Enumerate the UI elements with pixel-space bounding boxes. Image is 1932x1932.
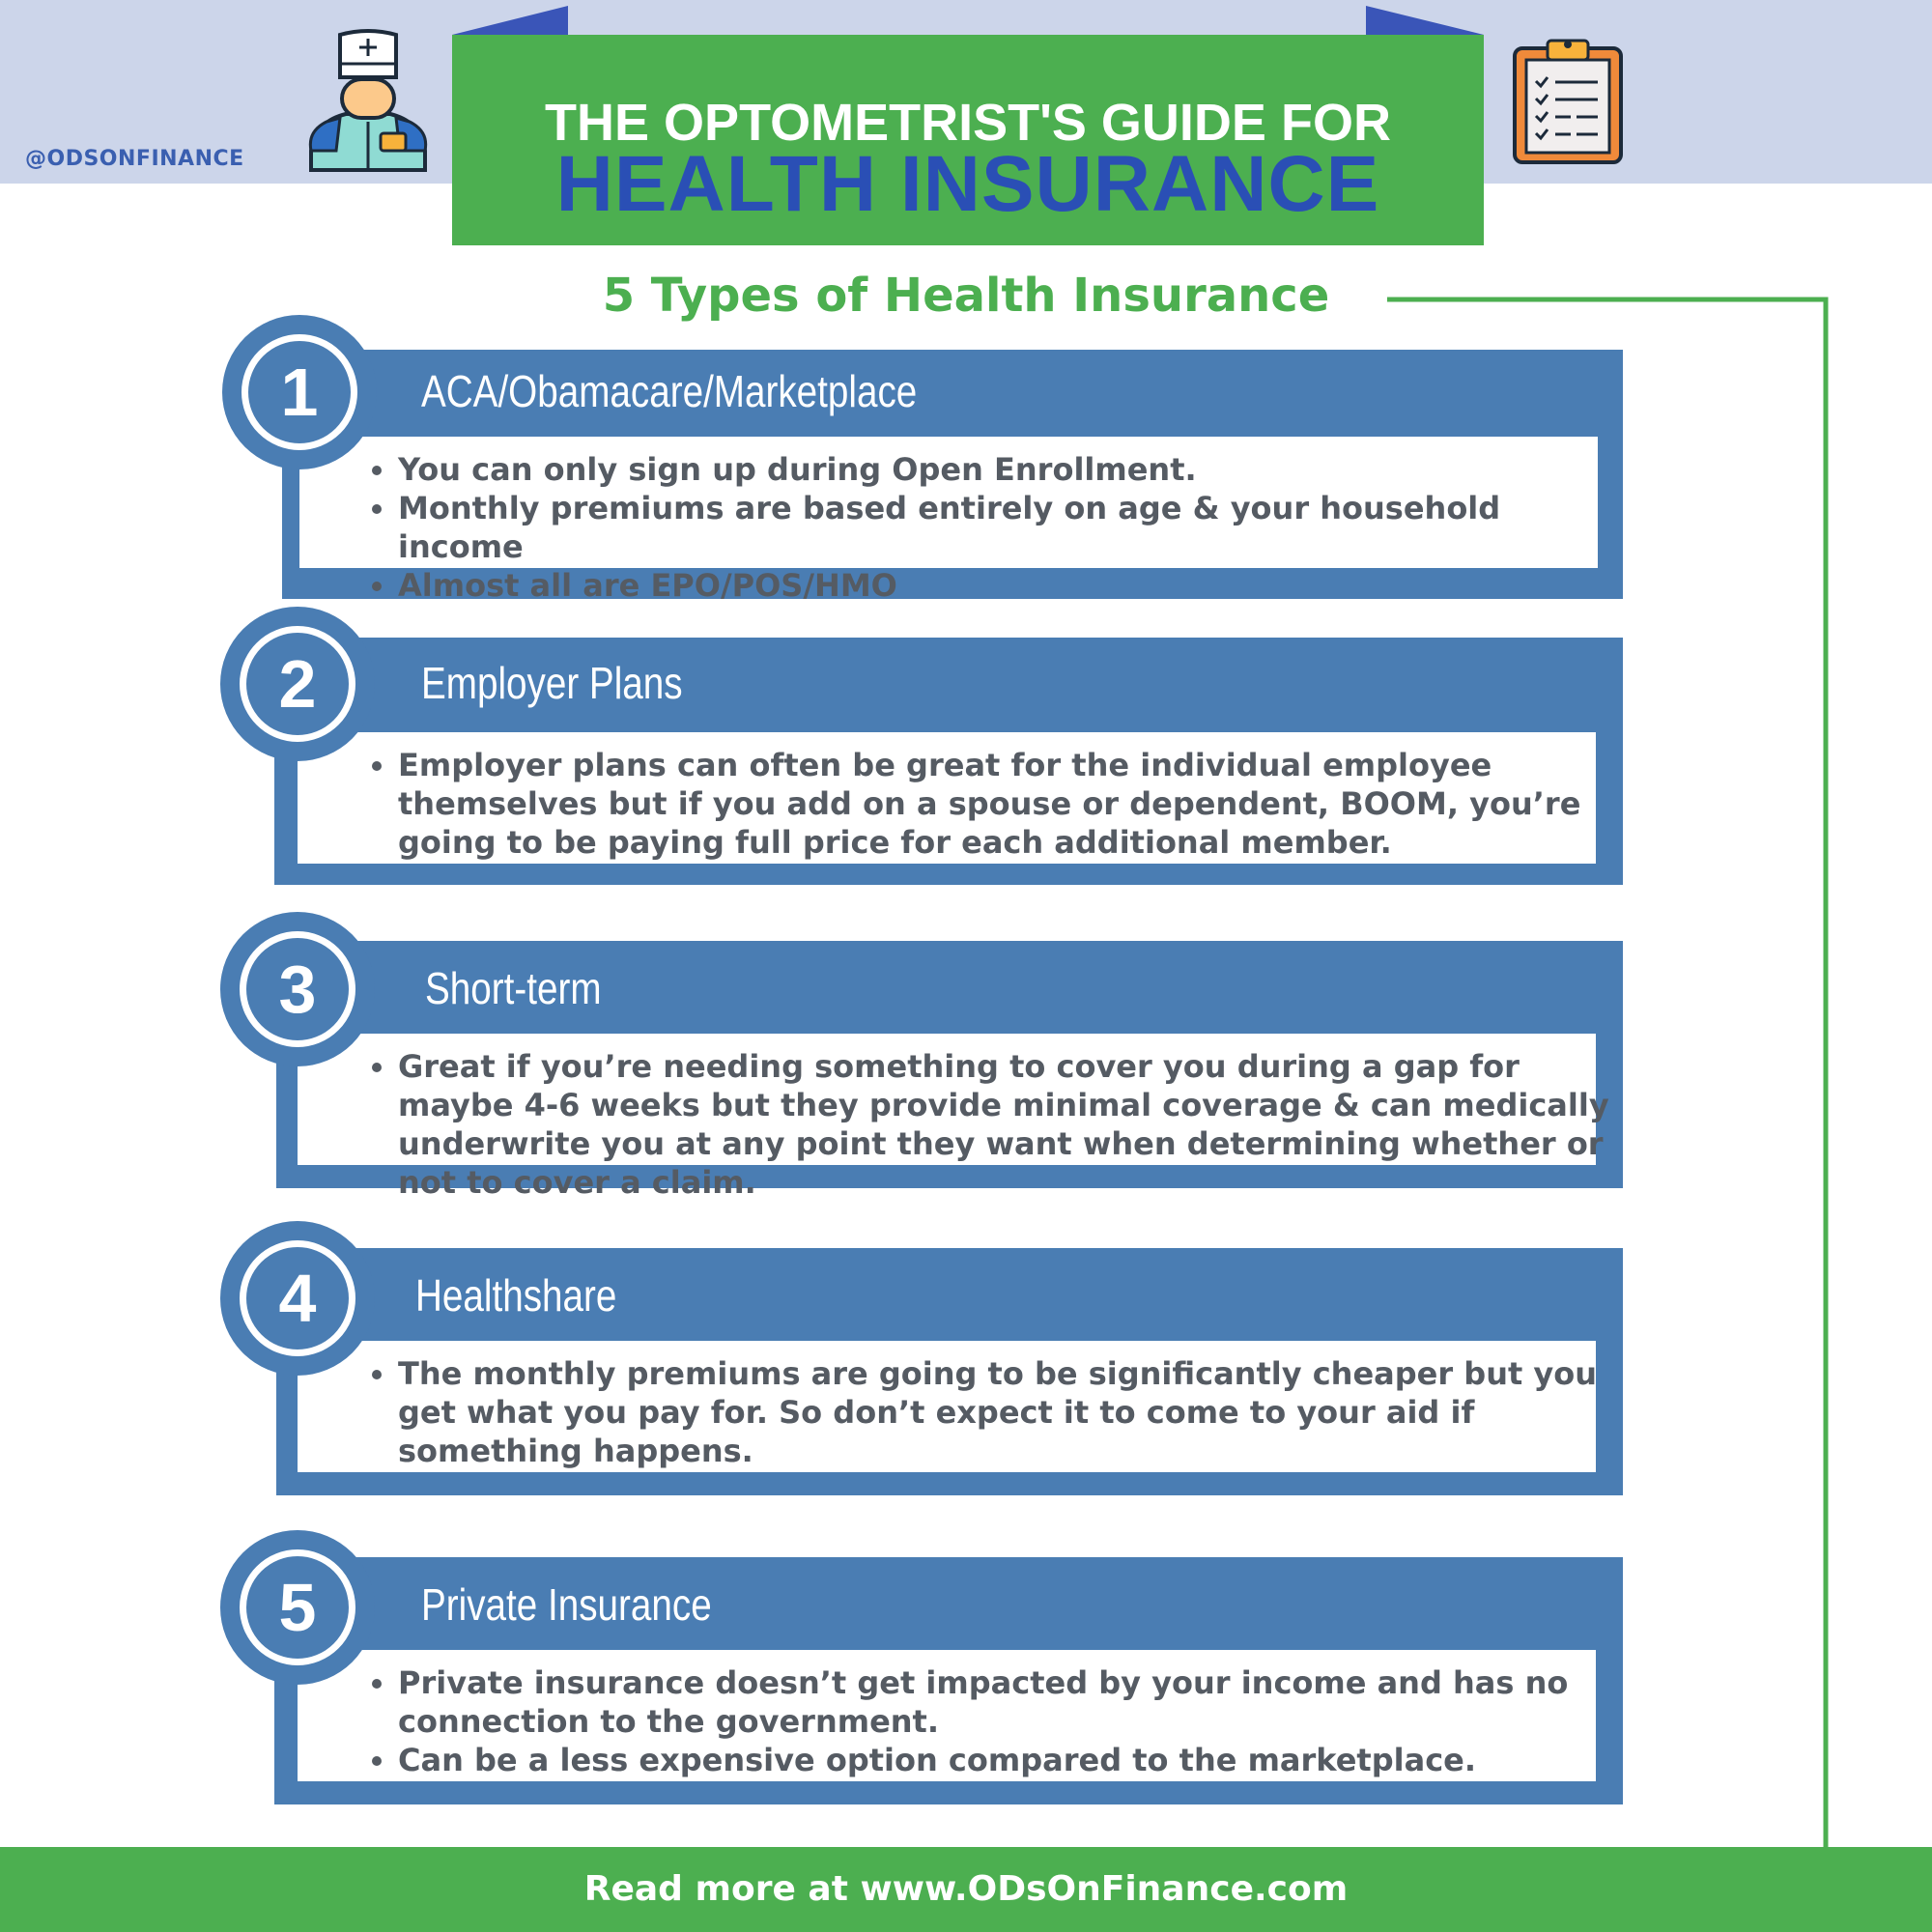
card-1-title: ACA/Obamacare/Marketplace <box>421 366 918 416</box>
number-badge-4: 4 <box>220 1221 375 1376</box>
footer-bar <box>0 1847 1932 1932</box>
card-5-bullets <box>350 1663 1615 1779</box>
title-line-1: THE OPTOMETRIST'S GUIDE FOR <box>545 94 1391 152</box>
card-3-bullets <box>350 1047 1615 1202</box>
title-line-2: HEALTH INSURANCE <box>555 140 1380 228</box>
number-badge-1: 1 <box>222 315 377 469</box>
number-badge-3: 3 <box>220 912 375 1066</box>
card-2-bullets <box>350 746 1615 862</box>
section-subtitle: 5 Types of Health Insurance <box>602 269 1330 323</box>
title-banner <box>452 35 1484 245</box>
ribbon-fold-right <box>1366 6 1484 37</box>
list-item: • Private insurance doesn’t get impacted by your income and has no connection to the government. <box>398 1663 1615 1741</box>
card-3-title: Short-term <box>425 963 602 1013</box>
nurse-icon <box>301 25 435 174</box>
list-item: • Great if you’re needing something to cover you during a gap for maybe 4-6 weeks but they provide minimal coverage & can medically underwrite you at any point they want when determining whether or not to cover a claim. <box>398 1047 1615 1202</box>
number-badge-2: 2 <box>220 607 375 761</box>
card-5-title: Private Insurance <box>421 1579 712 1630</box>
list-item: • Almost all are EPO/POS/HMO <box>398 566 1634 605</box>
card-2-title: Employer Plans <box>421 658 683 708</box>
list-item: • Employer plans can often be great for the individual employee themselves but if you add on a spouse or dependent, BOOM, you’re going to be paying full price for each additional member. <box>398 746 1615 862</box>
clipboard-icon <box>1511 35 1625 166</box>
list-item: • Monthly premiums are based entirely on age & your household income <box>398 489 1634 566</box>
list-item: • You can only sign up during Open Enrollment. <box>398 450 1634 489</box>
list-item: • The monthly premiums are going to be significantly cheaper but you get what you pay for. So don’t expect it to come to your aid if something happens. <box>398 1354 1644 1470</box>
ribbon-fold-left <box>452 6 570 37</box>
card-1-bullets <box>350 450 1634 605</box>
social-handle: @ODSONFINANCE <box>25 147 244 171</box>
list-item: • Can be a less expensive option compared to the marketplace. <box>398 1741 1615 1779</box>
card-4-title: Healthshare <box>415 1270 617 1321</box>
footer-link[interactable]: Read more at www.ODsOnFinance.com <box>583 1869 1349 1909</box>
number-badge-5: 5 <box>220 1530 375 1685</box>
card-4-bullets <box>350 1354 1644 1470</box>
